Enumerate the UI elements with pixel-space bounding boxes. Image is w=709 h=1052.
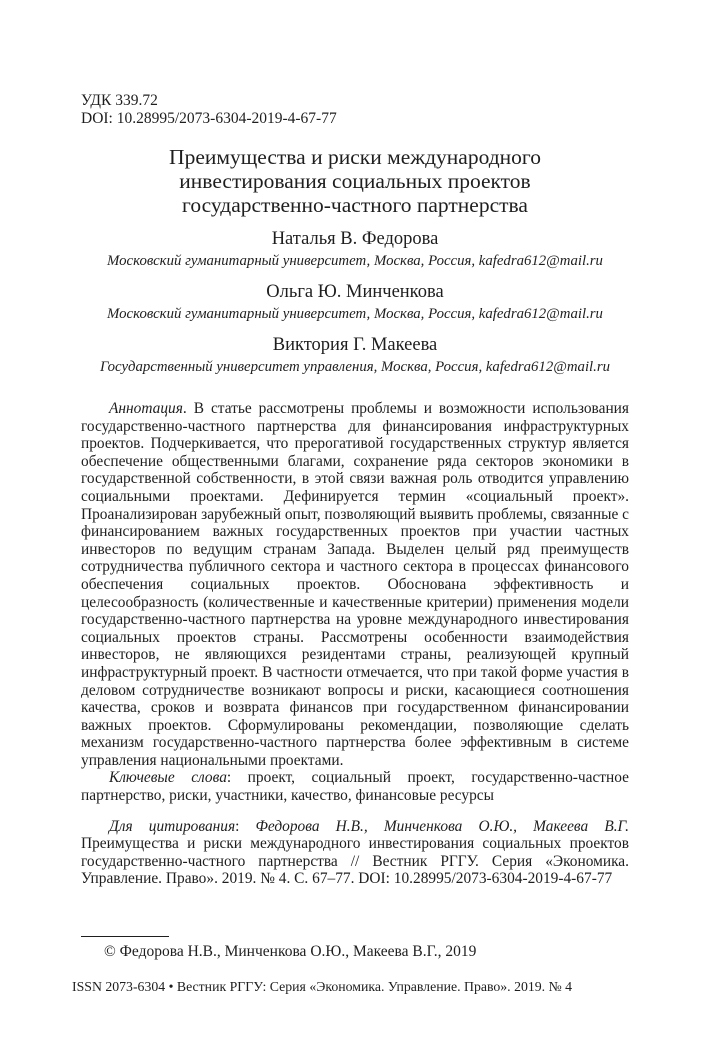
author-block-3 (81, 334, 629, 376)
keywords-label: Ключевые слова (109, 769, 227, 787)
issn-footer: ISSN 2073-6304 • Вестник РГГУ: Серия «Экономика. Управление. Право». 2019. № 4 (72, 979, 573, 994)
citation-separator: : (235, 817, 256, 835)
abstract-paragraph (81, 400, 629, 769)
article-title-line-1: Преимущества и риски международного (169, 145, 541, 169)
author-block-1 (81, 228, 629, 270)
article-title-line-3: государственно-частного партнерства (182, 193, 528, 217)
article-title-line-2: инвестирования социальных проектов (179, 169, 531, 193)
abstract-text: . В статье рассмотрены проблемы и возможности использования государственно-частного партнерства для финансирования инфраструктурных проектов. Подчеркивается, что прерогативой государственных структур является обеспечение общественными благами, сохранение ряда секторов экономики в государственной собственности, в этой связи важная роль отводится управлению социальными проектами. Дефинируется термин «социальный проект». Проанализирован зарубежный опыт, позволяющий выявить проблемы, связанные с финансированием важных государственных проектов при участии частных инвесторов по ведущим странам Запада. Выделен целый ряд преимуществ сотрудничества публичного сектора и частного сектора в процессах финансового обеспечения социальных проектов. Обоснована эффективность и целесообразность (количественные и качественные критерии) применения модели государственно-частного партнерства на уровне международного инвестирования социальных проектов страны. Рассмотрены особенности взаимодействия инвесторов, не являющихся резидентами страны, реализующей крупный инфраструктурный проект. В частности отмечается, что при такой форме участия в деловом сотрудничестве возникают вопросы и риски, касающиеся соотношения качества, сроков и возврата финансов при государственном финансировании важных проектов. Сформулированы рекомендации, позволяющие сделать механизм государственно-частного партнерства более эффективным в системе управления национальными проектами. (81, 400, 629, 769)
citation-authors: Федорова Н.В., Минченкова О.Ю., Макеева В.Г. (255, 817, 630, 835)
author-name: Ольга Ю. Минченкова (266, 282, 444, 302)
article-content (81, 92, 629, 888)
footnote-block (81, 936, 629, 961)
author-name: Наталья В. Федорова (271, 229, 439, 249)
footnote-rule (81, 936, 169, 937)
author-name: Виктория Г. Макеева (272, 335, 438, 355)
keywords-paragraph (81, 769, 629, 804)
author-affiliation: Московский гуманитарный университет, Москва, Россия, kafedra612@mail.ru (107, 253, 603, 269)
author-affiliation: Государственный университет управления, Москва, Россия, kafedra612@mail.ru (99, 359, 611, 375)
copyright-line: © Федорова Н.В., Минченкова О.Ю., Макеева В.Г., 2019 (104, 943, 477, 960)
author-affiliation: Московский гуманитарный университет, Москва, Россия, kafedra612@mail.ru (107, 306, 603, 322)
doi-label: DOI: 10.28995/2073-6304-2019-4-67-77 (81, 110, 337, 127)
citation-label: Для цитирования (109, 817, 236, 835)
udk-label: УДК 339.72 (81, 92, 158, 109)
article-title (81, 145, 629, 217)
citation-paragraph (81, 818, 629, 888)
author-block-2 (81, 281, 629, 323)
citation-text: Преимущества и риски международного инвестирования социальных проектов государственно-частного партнерства // Вестник РГГУ. Серия «Экономика. Управление. Право». 2019. № 4. С. 67–77. DOI: 10.28995/2073-6304-2019-4-67-77 (81, 835, 629, 888)
abstract-label: Аннотация (109, 400, 183, 417)
keywords-text: : проект, социальный проект, государственно-частное партнерство, риски, участники, качество, финансовые ресурсы (81, 769, 629, 805)
